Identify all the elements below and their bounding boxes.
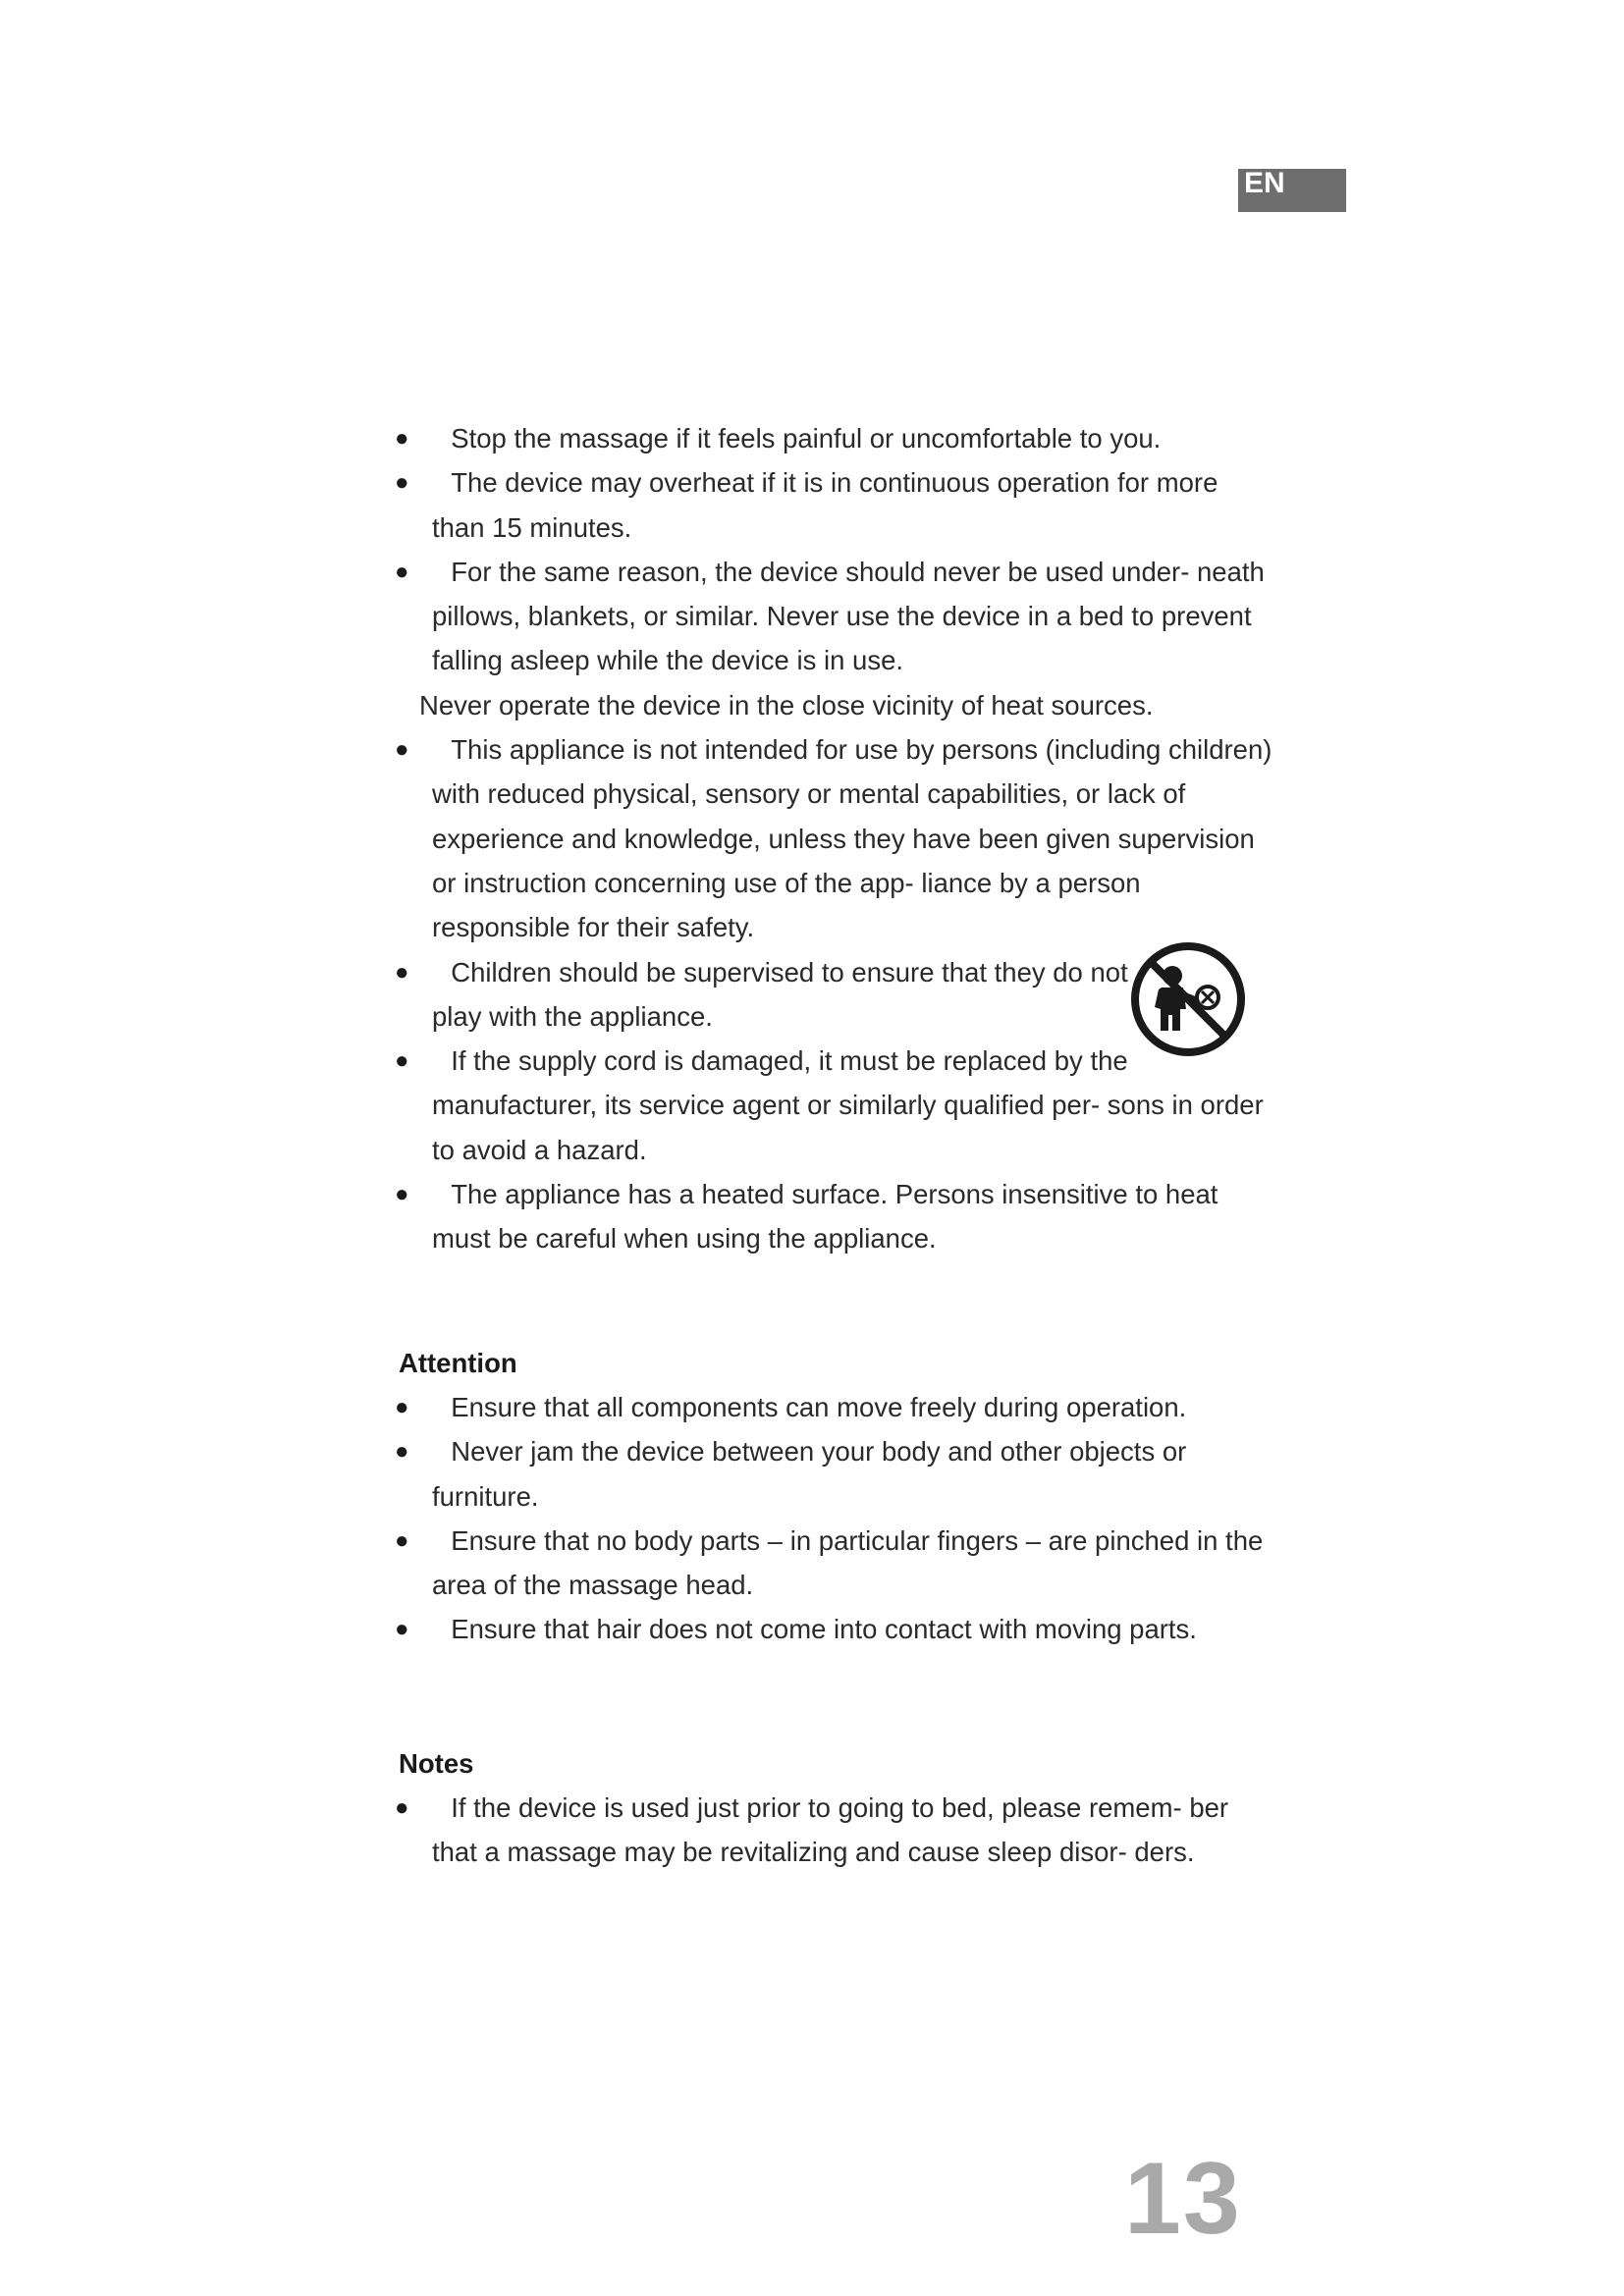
list-item (393, 1519, 1276, 1608)
item-text: Never jam the device between your body and other objects or (451, 1436, 1187, 1468)
standalone-line: Never operate the device in the close vicinity of heat sources. (419, 689, 1154, 721)
bullet-icon: ● (395, 1047, 409, 1075)
language-tab: EN (1238, 169, 1346, 212)
item-text: Children should be supervised to ensure that they do (451, 956, 1083, 988)
item-text-continued: ber that a massage may be revitalizing and cause sleep disor- ders. (432, 1792, 1229, 1868)
item-text-continued: neath pillows, blankets, or similar. Never use the device in a bed to prevent falling asleep while the device is in use. (432, 556, 1265, 676)
instructions-content (393, 416, 1276, 1875)
bullet-icon: ● (395, 1616, 409, 1643)
bullet-icon: ● (395, 469, 409, 497)
item-text: If the device is used just prior to going to bed, please remem- (451, 1792, 1182, 1824)
no-children-play-icon (1129, 940, 1247, 1058)
bullet-icon: ● (395, 1181, 409, 1208)
item-text-continued: heat must be careful when using the appliance. (432, 1179, 1218, 1255)
list-item (393, 1786, 1276, 1875)
list-item (393, 1429, 1276, 1519)
list-item (393, 550, 1276, 683)
item-text: Stop the massage if it feels painful or uncomfortable to you. (451, 423, 1162, 454)
item-text: The appliance has a heated surface. Persons insensitive to (451, 1179, 1159, 1210)
bullet-icon: ● (395, 425, 409, 452)
list-item (393, 460, 1276, 550)
item-text: The device may overheat if it is in continuous operation for (451, 467, 1150, 499)
bullet-icon: ● (395, 1393, 409, 1420)
item-text-continued: in the area of the massage head. (432, 1524, 1264, 1601)
item-text: For the same reason, the device should never be used under- (451, 556, 1190, 587)
item-text: Ensure that no body parts – in particular fingers – are pinched (451, 1524, 1190, 1556)
list-item (393, 727, 1276, 949)
item-text: This appliance is not intended for use by persons (including (451, 734, 1162, 766)
item-text: If the supply cord is damaged, it must be replaced by (451, 1045, 1083, 1077)
bullet-icon: ● (395, 1526, 409, 1554)
list-item (393, 1385, 1276, 1429)
list-item (393, 1172, 1276, 1261)
item-text-continued: furniture. (432, 1480, 539, 1512)
item-text-continued: the manufacturer, its service agent or similarly qualified per- sons in order to avoid a hazard. (432, 1045, 1264, 1165)
item-text-continued: children) with reduced physical, sensory or mental capabilities, or lack of experience and knowledge, unless they have been given supervision or instruction concerning use of the app- liance by a person responsible for their safety. (432, 734, 1272, 943)
bullet-icon: ● (395, 736, 409, 764)
bullet-icon: ● (395, 558, 409, 585)
page-number: 13 (1124, 2142, 1242, 2256)
list-item (393, 416, 1276, 460)
list-item (393, 1039, 1276, 1172)
attention-heading: Attention (399, 1347, 517, 1378)
notes-heading: Notes (399, 1747, 474, 1779)
list-item (393, 1607, 1276, 1651)
item-text: Ensure that all components can move freely during operation. (451, 1391, 1187, 1422)
bullet-icon: ● (395, 958, 409, 986)
item-text: Ensure that hair does not come into contact with moving parts. (451, 1614, 1197, 1645)
item-text-continued: not play with the appliance. (432, 956, 1128, 1032)
bullet-icon: ● (395, 1794, 409, 1822)
item-text-continued: more than 15 minutes. (432, 467, 1218, 543)
bullet-icon: ● (395, 1438, 409, 1466)
